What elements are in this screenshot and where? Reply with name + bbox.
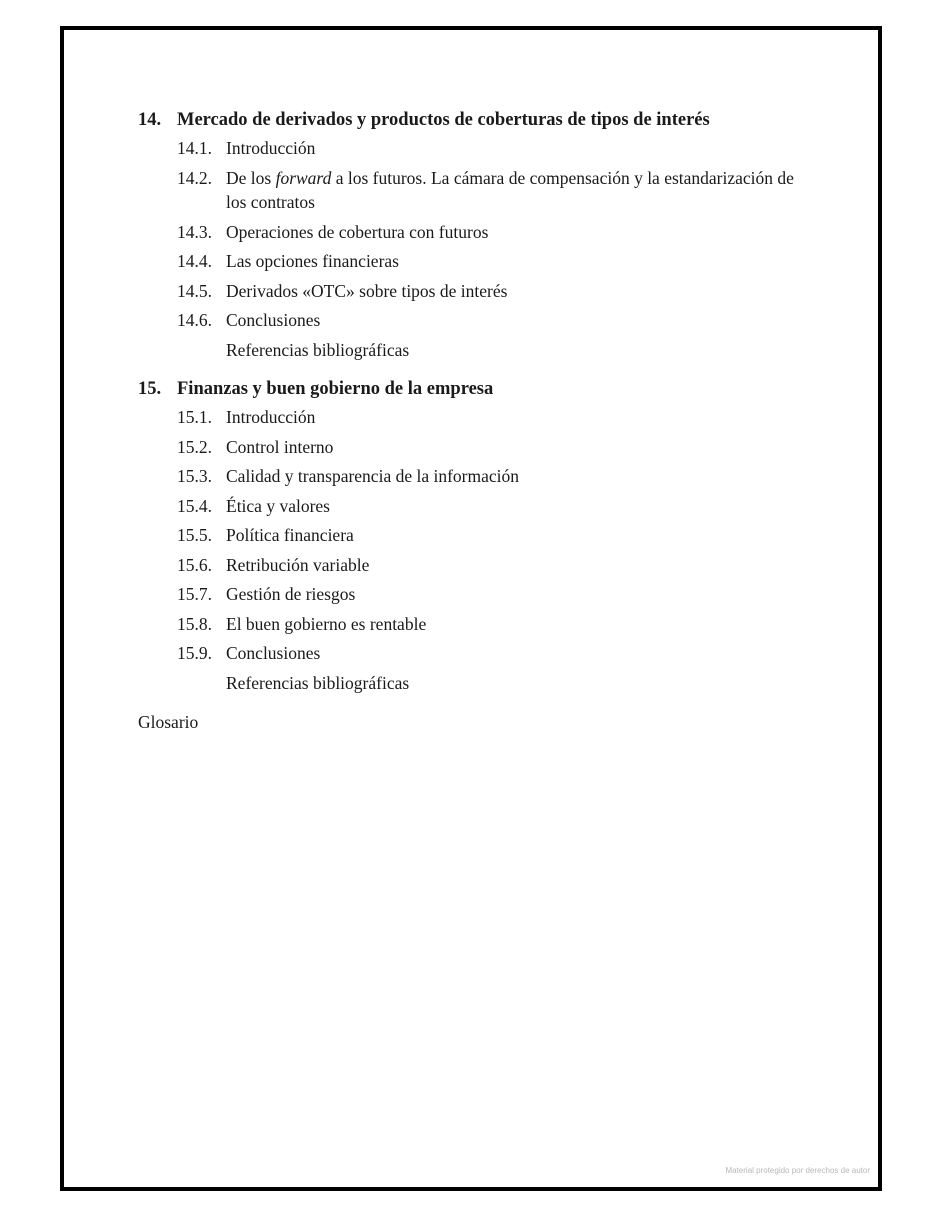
section-number: 15.5. <box>177 525 212 545</box>
toc-entry[interactable] <box>138 249 818 274</box>
toc-entry[interactable] <box>138 220 818 245</box>
section-number: 14.2. <box>177 167 212 188</box>
toc-entry[interactable] <box>138 464 818 489</box>
section-title: Ética y valores <box>226 495 330 516</box>
section-title: Introducción <box>226 407 316 427</box>
section-title: Política financiera <box>226 525 354 545</box>
chapter-title: Mercado de derivados y productos de coberturas de tipos de interés <box>177 110 710 130</box>
section-title: Operaciones de cobertura con futuros <box>226 221 489 242</box>
section-number: 15.4. <box>177 495 212 516</box>
toc-entry[interactable] <box>138 136 818 161</box>
section-title: Control interno <box>226 436 334 457</box>
section-number: 15.8. <box>177 613 212 634</box>
section-title: Gestión de riesgos <box>226 584 356 604</box>
section-title: De los forward a los futuros. La cámara de compensación y la estandarización de los contratos <box>226 167 794 212</box>
section-title: Retribución variable <box>226 554 370 575</box>
section-number: 14.3. <box>177 221 212 242</box>
section-number: 14.6. <box>177 310 212 330</box>
chapter-heading[interactable] <box>138 108 818 132</box>
section-number: 14.5. <box>177 280 212 301</box>
toc-entry[interactable] <box>138 612 818 637</box>
toc-entry[interactable] <box>138 582 818 607</box>
toc-entry[interactable] <box>138 641 818 666</box>
italic-term: forward <box>275 167 332 188</box>
toc-entry[interactable] <box>138 435 818 460</box>
section-number: 15.1. <box>177 407 212 427</box>
toc-entry[interactable] <box>138 553 818 578</box>
toc-entry[interactable] <box>138 494 818 519</box>
section-number: 15.2. <box>177 436 212 457</box>
section-number: 14.4. <box>177 251 212 271</box>
toc-entry[interactable] <box>138 279 818 304</box>
glossary-entry[interactable]: Glosario <box>138 712 199 732</box>
section-number: 14.1. <box>177 138 212 158</box>
section-title: Introducción <box>226 138 316 158</box>
references-label: Referencias bibliográficas <box>226 339 410 360</box>
section-number: 15.3. <box>177 466 212 486</box>
section-title: Calidad y transparencia de la información <box>226 466 520 486</box>
references-label: Referencias bibliográficas <box>226 672 410 693</box>
chapter-14 <box>138 108 818 362</box>
toc-entry[interactable] <box>138 405 818 430</box>
toc-entry[interactable] <box>138 523 818 548</box>
chapter-title: Finanzas y buen gobierno de la empresa <box>177 379 494 399</box>
section-title: Conclusiones <box>226 643 321 663</box>
section-title: Derivados «OTC» sobre tipos de interés <box>226 280 508 301</box>
section-number: 15.7. <box>177 584 212 604</box>
section-title: El buen gobierno es rentable <box>226 613 427 634</box>
references-entry[interactable] <box>138 671 818 696</box>
toc-entry[interactable] <box>138 166 818 215</box>
section-title: Las opciones financieras <box>226 251 399 271</box>
toc-entry[interactable] <box>138 308 818 333</box>
copyright-watermark: Material protegido por derechos de autor <box>725 1166 870 1175</box>
chapter-number: 15. <box>138 379 162 399</box>
section-title: Conclusiones <box>226 310 321 330</box>
section-number: 15.6. <box>177 554 212 575</box>
chapter-heading[interactable] <box>138 377 818 401</box>
section-number: 15.9. <box>177 643 212 663</box>
references-entry[interactable] <box>138 338 818 363</box>
chapter-15 <box>138 377 818 695</box>
chapter-number: 14. <box>138 110 162 130</box>
table-of-contents <box>138 108 818 734</box>
